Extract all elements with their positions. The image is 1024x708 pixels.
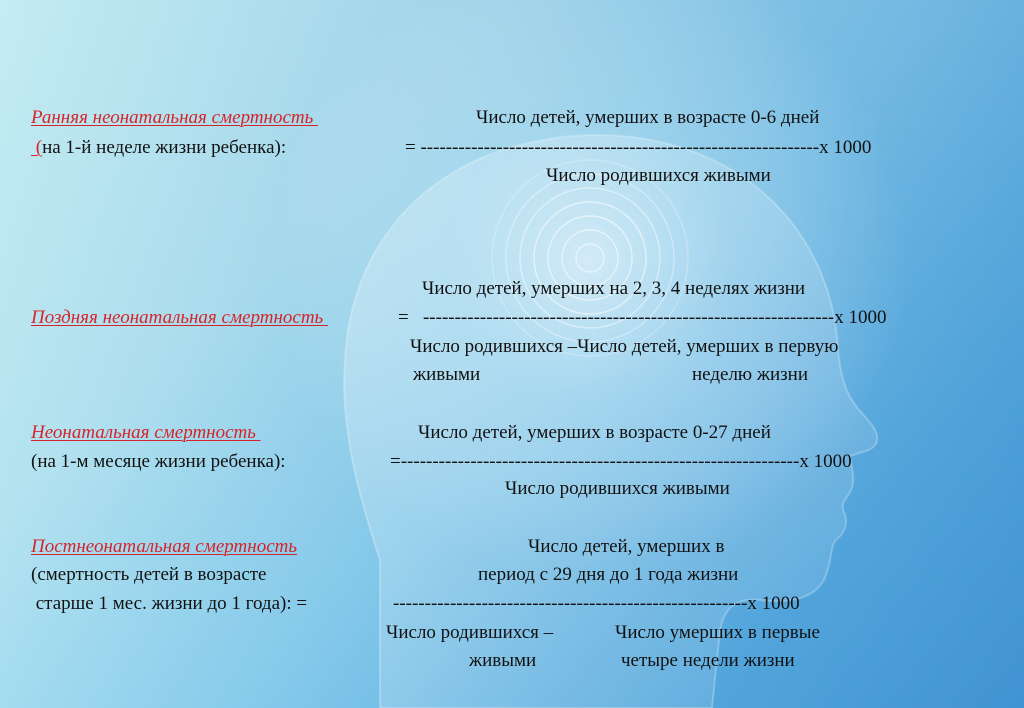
- denominator-late-neonatal-right: неделю жизни: [692, 364, 809, 385]
- fraction-line-postneonatal: --------------------------------------------------------х 1000: [393, 593, 800, 614]
- denominator-postneonatal-line1-left: Число родившихся –: [386, 622, 554, 643]
- term-neonatal-mortality: Неонатальная смертность: [31, 422, 261, 443]
- qualifier-postneonatal-line2: старше 1 мес. жизни до 1 года): =: [31, 593, 308, 614]
- numerator-postneonatal-line2: период с 29 дня до 1 года жизни: [478, 564, 739, 585]
- numerator-postneonatal-line1: Число детей, умерших в: [528, 536, 725, 557]
- term-early-neonatal-mortality: Ранняя неонатальная смертность: [31, 107, 319, 128]
- denominator-postneonatal-line2-left: живыми: [469, 650, 537, 671]
- numerator-early-neonatal: Число детей, умерших в возрасте 0-6 дней: [476, 107, 820, 128]
- qualifier-neonatal: (на 1-м месяце жизни ребенка):: [31, 451, 286, 472]
- denominator-neonatal: Число родившихся живыми: [505, 478, 730, 499]
- numerator-neonatal: Число детей, умерших в возрасте 0-27 дней: [418, 422, 771, 443]
- fraction-line-late-neonatal: = -----------------------------------------------------------------х 1000: [398, 307, 887, 328]
- denominator-late-neonatal-line1: Число родившихся –Число детей, умерших в первую: [410, 336, 839, 357]
- qualifier-early-neonatal: [31, 137, 286, 159]
- term-postneonatal-mortality: Постнеонатальная смертность: [31, 536, 297, 557]
- denominator-postneonatal-line2-right: четыре недели жизни: [621, 650, 795, 671]
- qualifier-prefix: (: [31, 137, 43, 158]
- numerator-late-neonatal: Число детей, умерших на 2, 3, 4 неделях жизни: [422, 278, 806, 299]
- qualifier-text: на 1-й неделе жизни ребенка):: [42, 137, 287, 158]
- qualifier-postneonatal-line1: (смертность детей в возрасте: [31, 564, 267, 585]
- denominator-early-neonatal: Число родившихся живыми: [546, 165, 771, 186]
- denominator-late-neonatal-left: живыми: [413, 364, 481, 385]
- fraction-line-neonatal: =---------------------------------------------------------------х 1000: [390, 451, 852, 472]
- denominator-postneonatal-line1-right: Число умерших в первые: [615, 622, 820, 643]
- fraction-line-early-neonatal: = ---------------------------------------------------------------х 1000: [405, 137, 872, 158]
- term-late-neonatal-mortality: Поздняя неонатальная смертность: [31, 307, 328, 328]
